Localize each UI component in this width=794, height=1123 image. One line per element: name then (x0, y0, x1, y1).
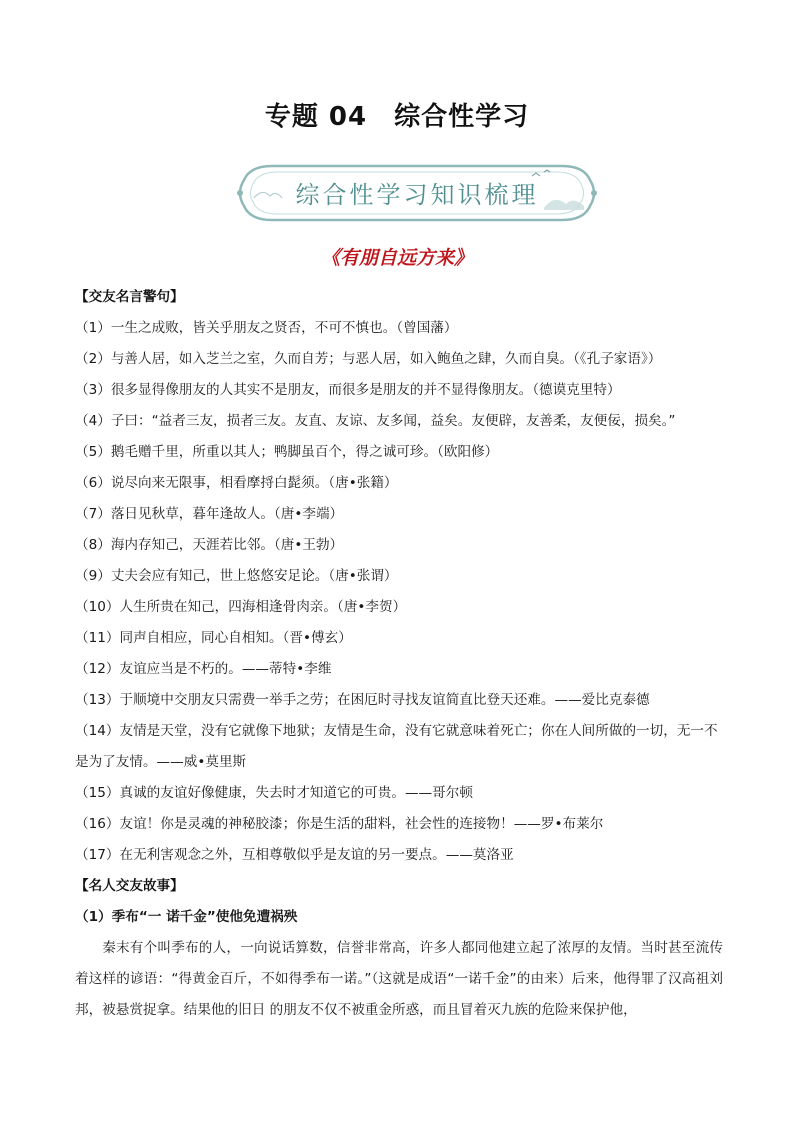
quote-item: （14）友情是天堂，没有它就像下地狱；友情是生命，没有它就意味着死亡；你在人间所做的一切，无一不是为了友情。——威•莫里斯 (75, 723, 718, 770)
banner-title: 综合性学习知识梳理 (295, 181, 539, 209)
quote-item: （2）与善人居，如入芝兰之室，久而自芳；与恶人居，如入鲍鱼之肆，久而自臭。（《孔子家语》） (75, 351, 662, 367)
content-body (75, 282, 723, 1026)
quote-item: （6）说尽向来无限事，相看摩捋白髭须。（唐•张籍） (75, 475, 398, 491)
quote-item: （12）友谊应当是不朽的。——蒂特•李维 (75, 661, 332, 677)
quote-item: （11）同声自相应，同心自相知。（晋•傅玄） (75, 630, 352, 646)
page-title: 专题 04 综合性学习 (264, 102, 530, 132)
quote-item: （10）人生所贵在知己，四海相逢骨肉亲。（唐•李贺） (75, 599, 407, 615)
quote-item: （13）于顺境中交朋友只需费一举手之劳；在困厄时寻找友谊简直比登天还难。——爱比克泰德 (75, 692, 650, 708)
quote-item: （8）海内存知己，天涯若比邻。（唐•王勃） (75, 537, 344, 553)
story-paragraph: 秦末有个叫季布的人，一向说话算数，信誉非常高，许多人都同他建立起了浓厚的友情。当时甚至流传着这样的谚语：“得黄金百斤，不如得季布一诺。”（这就是成语“一诺千金”的由来）后来，他得罪了汉高祖刘邦，被悬赏捉拿。结果他的旧日 的朋友不仅不被重金所惑，而且冒着灭九族的危险来保护他， (75, 940, 723, 1018)
topic-subtitle: 《有朋自远方来》 (320, 247, 473, 269)
section-banner (232, 158, 602, 228)
quote-item: （7）落日见秋草，暮年逢故人。（唐•李端） (75, 506, 344, 522)
quote-item: （15）真诚的友谊好像健康，失去时才知道它的可贵。——哥尔顿 (75, 785, 473, 801)
quote-item: （9）丈夫会应有知己，世上悠悠安足论。（唐•张谓） (75, 568, 398, 584)
quote-item: （3）很多显得像朋友的人其实不是朋友，而很多是朋友的并不显得像朋友。（德谟克里特） (75, 382, 621, 398)
stories-heading: 【名人交友故事】 (75, 878, 184, 894)
story-title: （1）季布“一 诺千金”使他免遭祸殃 (75, 909, 298, 925)
quote-item: （17）在无利害观念之外，互相尊敬似乎是友谊的另一要点。——莫洛亚 (75, 847, 514, 863)
quote-item: （16）友谊！你是灵魂的神秘胶漆；你是生活的甜料，社会性的连接物！——罗•布莱尔 (75, 816, 604, 832)
quote-item: （4）子曰：“益者三友，损者三友。友直、友谅、友多闻，益矣。友便辟，友善柔，友便佞，损矣。” (75, 413, 676, 429)
quote-item: （1）一生之成败，皆关乎朋友之贤否，不可不慎也。（曾国藩） (75, 320, 458, 336)
quotes-heading: 【交友名言警句】 (75, 289, 184, 305)
quote-item: （5）鹅毛赠千里，所重以其人；鸭脚虽百个，得之诚可珍。（欧阳修） (75, 444, 499, 460)
